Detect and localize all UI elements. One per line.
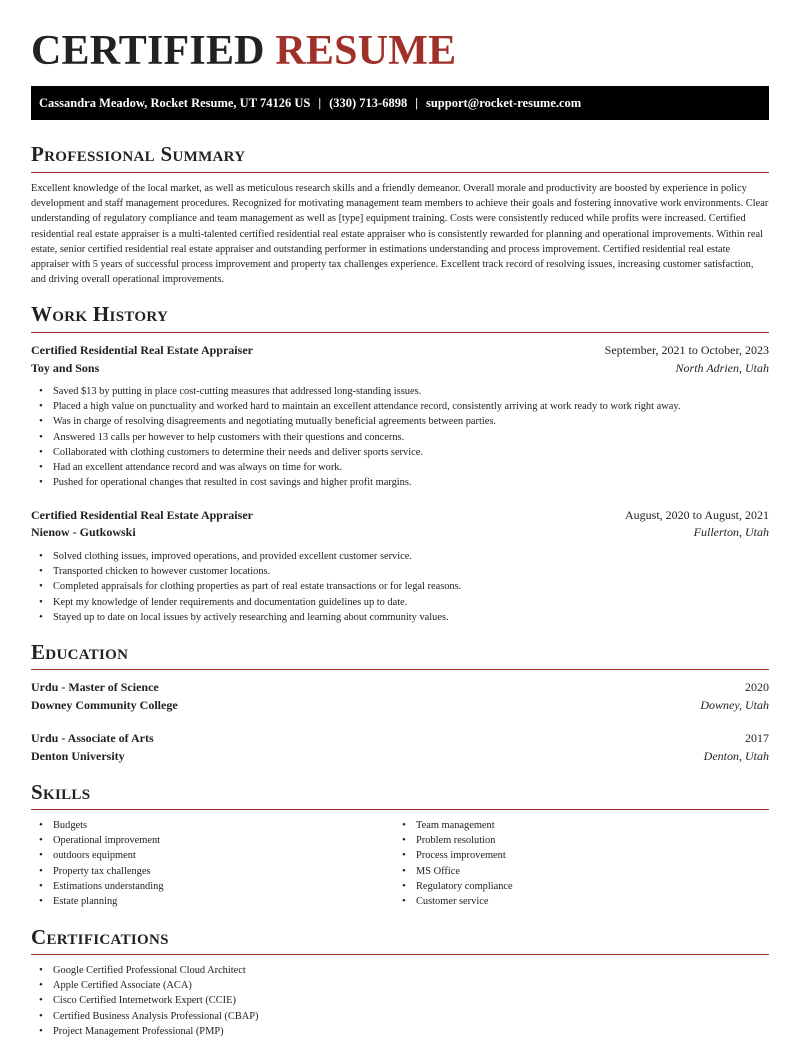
job-location: Fullerton, Utah	[693, 525, 769, 539]
education-header	[31, 679, 769, 695]
education-school: Downey Community College	[31, 698, 178, 712]
job-header	[31, 342, 769, 358]
education-school-row	[31, 697, 769, 713]
list-item: • Problem resolution	[416, 833, 513, 848]
section-heading-work-history: Work History	[31, 302, 169, 326]
education-year: 2020	[745, 680, 769, 694]
section-divider	[31, 954, 769, 955]
list-item: • Budgets	[53, 818, 164, 833]
contact-bar	[31, 86, 769, 120]
title-word-resume: RESUME	[275, 28, 457, 74]
list-item: • Saved $13 by putting in place cost-cutting measures that addressed long-standing issues.	[53, 384, 680, 399]
list-item: • Apple Certified Associate (ACA)	[53, 978, 259, 993]
list-item: • Project Management Professional (PMP)	[53, 1024, 259, 1039]
list-item: • Was in charge of resolving disagreements and negotiating mutually beneficial agreements between parties.	[53, 414, 680, 429]
job-title: Certified Residential Real Estate Appraiser	[31, 508, 253, 522]
contact-separator: |	[318, 95, 322, 110]
job-company: Toy and Sons	[31, 361, 100, 375]
list-item: • Process improvement	[416, 848, 513, 863]
contact-email[interactable]: support@rocket-resume.com	[425, 95, 582, 110]
list-item: • Kept my knowledge of lender requirements and documentation guidelines up to date.	[53, 595, 461, 610]
list-item: • Collaborated with clothing customers to determine their needs and deliver sports service.	[53, 445, 680, 460]
education-degree: Urdu - Master of Science	[31, 680, 159, 694]
list-item: • MS Office	[416, 864, 513, 879]
list-item: • Transported chicken to however customer locations.	[53, 564, 461, 579]
job-employer-row	[31, 524, 769, 540]
job-bullets	[31, 549, 461, 625]
list-item: • Had an excellent attendance record and was always on time for work.	[53, 460, 680, 475]
list-item: • Solved clothing issues, improved operations, and provided excellent customer service.	[53, 549, 461, 564]
job-company: Nienow - Gutkowski	[31, 525, 136, 539]
education-location: Downey, Utah	[700, 698, 769, 712]
resume-title	[31, 27, 456, 75]
list-item: • Regulatory compliance	[416, 879, 513, 894]
section-heading-summary: Professional Summary	[31, 142, 246, 166]
education-location: Denton, Utah	[703, 749, 769, 763]
list-item: • Operational improvement	[53, 833, 164, 848]
section-heading-certifications: Certifications	[31, 925, 169, 949]
list-item: • Cisco Certified Internetwork Expert (CCIE)	[53, 993, 259, 1008]
list-item: • Google Certified Professional Cloud Architect	[53, 963, 259, 978]
section-heading-education: Education	[31, 640, 129, 664]
job-location: North Adrien, Utah	[675, 361, 769, 375]
list-item: • Pushed for operational changes that resulted in cost savings and higher profit margins.	[53, 475, 680, 490]
list-item: • Estimations understanding	[53, 879, 164, 894]
section-divider	[31, 809, 769, 810]
education-school: Denton University	[31, 749, 125, 763]
job-employer-row	[31, 360, 769, 376]
job-bullets	[31, 384, 680, 490]
skills-list-left	[31, 818, 164, 909]
list-item: • outdoors equipment	[53, 848, 164, 863]
education-school-row	[31, 748, 769, 764]
list-item: • Placed a high value on punctuality and worked hard to maintain an excellent attendance record, consistently arriving at work ready to work right away.	[53, 399, 680, 414]
contact-phone: (330) 713-6898	[329, 95, 408, 110]
list-item: • Team management	[416, 818, 513, 833]
list-item: • Completed appraisals for clothing properties as part of real estate transactions or for legal reasons.	[53, 579, 461, 594]
contact-address: Cassandra Meadow, Rocket Resume, UT 74126 US	[39, 95, 311, 110]
section-heading-skills: Skills	[31, 780, 91, 804]
list-item: • Answered 13 calls per however to help customers with their questions and concerns.	[53, 430, 680, 445]
title-word-certified: CERTIFIED	[31, 28, 265, 74]
section-divider	[31, 332, 769, 333]
contact-separator: |	[415, 95, 418, 110]
education-degree: Urdu - Associate of Arts	[31, 731, 154, 745]
list-item: • Estate planning	[53, 894, 164, 909]
list-item: • Customer service	[416, 894, 513, 909]
section-divider	[31, 669, 769, 670]
list-item: • Stayed up to date on local issues by actively researching and learning about community values.	[53, 610, 461, 625]
section-divider	[31, 172, 769, 173]
summary-text: Excellent knowledge of the local market, as well as meticulous research skills and a friendly demeanor. Overall morale and productivity are boosted by experience in policy development and staff management procedures. Recognized for motivating management team members to achieve their goals and fostering innovative work environments. Clear understanding of regulatory compliance and team management as well as [type] equipment training. Costs were consistently reduced while profits were increased. Certified residential real estate appraiser is a multi-talented certified residential real estate appraiser who is consistently rewarded for planning and operational improvements. Within real estate, senior certified residential real estate appraiser and outstanding performer in estimations understanding and process improvement. Certified residential real estate appraiser with 5 years of successful process improvement and property tax challenges experience. Excellent track record of resolving issues, increasing customer satisfaction, and driving overall operational improvements.	[31, 183, 769, 286]
job-header	[31, 507, 769, 523]
certifications-list	[31, 963, 259, 1039]
list-item: • Property tax challenges	[53, 864, 164, 879]
job-title: Certified Residential Real Estate Appraiser	[31, 343, 253, 357]
list-item: • Certified Business Analysis Professional (CBAP)	[53, 1009, 259, 1024]
job-dates: September, 2021 to October, 2023	[604, 343, 769, 357]
education-year: 2017	[745, 731, 769, 745]
education-header	[31, 730, 769, 746]
job-dates: August, 2020 to August, 2021	[624, 508, 769, 522]
skills-list-right	[394, 818, 513, 909]
